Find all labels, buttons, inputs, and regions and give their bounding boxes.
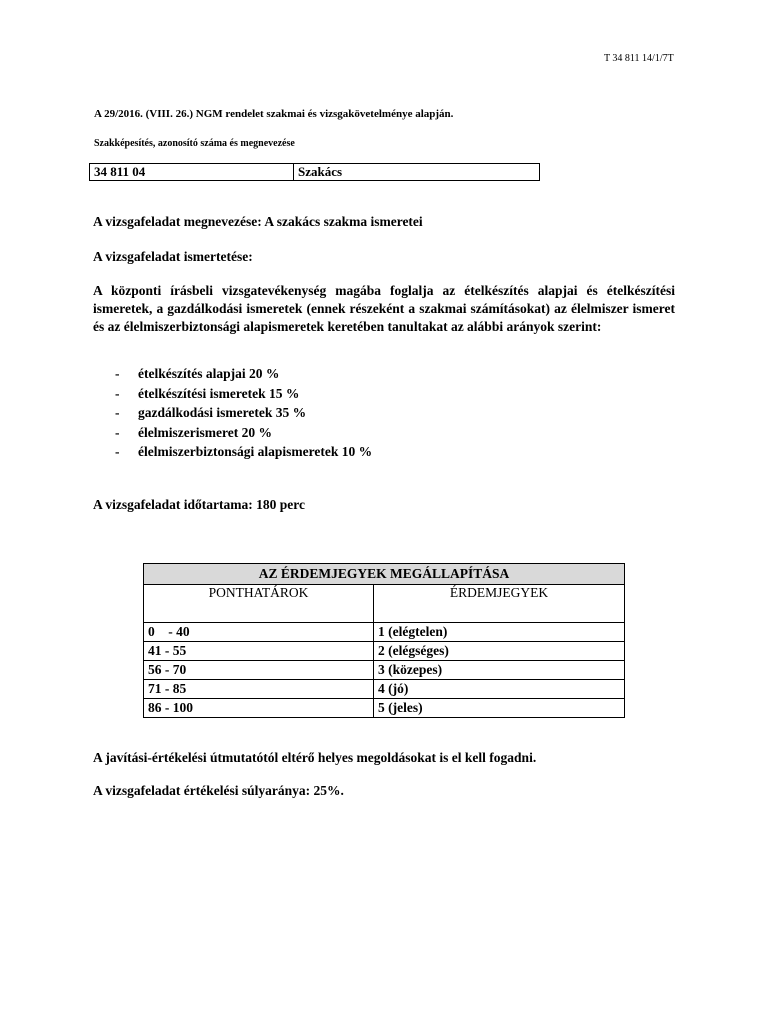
list-item-text: élelmiszerbiztonsági alapismeretek 10 % [138, 444, 373, 459]
list-item [93, 384, 372, 404]
column-header-score-ranges: PONTHATÁROK [144, 585, 374, 623]
score-range-cell: 0 - 40 [144, 623, 374, 642]
score-range-cell: 71 - 85 [144, 680, 374, 699]
document-code: T 34 811 14/1/7T [604, 53, 674, 64]
list-item [93, 403, 372, 423]
task-name: A vizsgafeladat megnevezése: A szakács szakma ismeretei [93, 214, 423, 229]
qualification-code: 34 811 04 [90, 164, 294, 181]
list-dash: - [115, 385, 120, 401]
task-description: A központi írásbeli vizsgatevékenység magába foglalja az ételkészítés alapjai és ételkészítési ismeretek, a gazdálkodási ismeretek (ennek részeként a szakmai számításokat) az élelmiszer ismeret és az élelmiszerbiztonsági alapismeretek keretében tanultakat az alábbi arányok szerint: [93, 283, 675, 334]
list-dash: - [115, 424, 120, 440]
list-item-text: élelmiszerismeret 20 % [138, 424, 272, 440]
share-list [93, 364, 372, 462]
list-item [93, 442, 372, 462]
list-item [93, 364, 372, 384]
table-row [144, 661, 625, 680]
column-header-grades: ÉRDEMJEGYEK [374, 585, 625, 623]
table-row [144, 699, 625, 718]
score-range-cell: 41 - 55 [144, 642, 374, 661]
qualification-table [89, 163, 540, 181]
evaluation-weight: A vizsgafeladat értékelési súlyaránya: 25%. [93, 783, 344, 798]
regulation-reference: A 29/2016. (VIII. 26.) NGM rendelet szakmai és vizsgakövetelménye alapján. [94, 108, 454, 120]
table-row [144, 680, 625, 699]
qualification-row [90, 164, 540, 181]
score-range-cell: 86 - 100 [144, 699, 374, 718]
list-item [93, 423, 372, 443]
grade-cell: 1 (elégtelen) [374, 623, 625, 642]
task-description-heading: A vizsgafeladat ismertetése: [93, 249, 253, 264]
qualification-heading: Szakképesítés, azonosító száma és megnevezése [94, 138, 295, 149]
list-item-text: gazdálkodási ismeretek 35 % [138, 405, 307, 420]
qualification-name: Szakács [294, 164, 540, 181]
list-dash: - [115, 444, 120, 459]
grade-cell: 5 (jeles) [374, 699, 625, 718]
list-dash: - [115, 366, 120, 381]
list-item-text: ételkészítés alapjai 20 % [138, 366, 280, 381]
table-row [144, 623, 625, 642]
task-duration: A vizsgafeladat időtartama: 180 perc [93, 497, 305, 512]
grade-cell: 3 (közepes) [374, 661, 625, 680]
alternative-solutions-note: A javítási-értékelési útmutatótól eltérő helyes megoldásokat is el kell fogadni. [93, 750, 537, 765]
list-dash: - [115, 405, 120, 420]
grades-table-title: AZ ÉRDEMJEGYEK MEGÁLLAPÍTÁSA [144, 564, 625, 585]
grades-table [143, 563, 625, 718]
table-row [144, 642, 625, 661]
list-item-text: ételkészítési ismeretek 15 % [138, 385, 300, 401]
grade-cell: 4 (jó) [374, 680, 625, 699]
score-range-cell: 56 - 70 [144, 661, 374, 680]
grade-cell: 2 (elégséges) [374, 642, 625, 661]
